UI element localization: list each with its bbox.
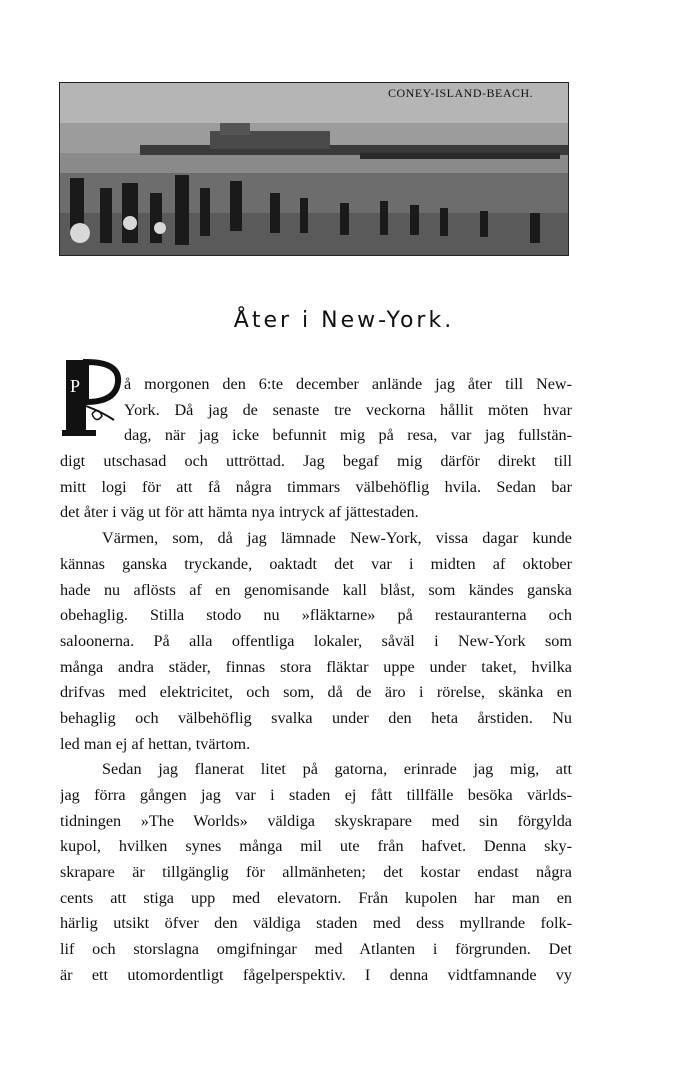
text-line: å morgonen den 6:te december anlände jag åter till New-: [124, 375, 572, 393]
chapter-title: Åter i New-York.: [233, 308, 455, 333]
text-line: kännas ganska tryckande, oaktadt det var i midten af oktober: [60, 554, 572, 573]
text-line: är ett utomordentligt fågelperspektiv. I denna vidtfamnande vy: [60, 965, 572, 984]
body-text: [60, 372, 572, 989]
text-line: Värmen, som, då jag lämnade New-York, vissa dagar kunde: [102, 529, 572, 548]
text-line: digt utschasad och uttröttad. Jag begaf mig därför direkt till: [60, 452, 572, 471]
text-line: dag, när jag icke befunnit mig på resa, var jag fullstän-: [124, 426, 572, 445]
text-line: hade nu aflösts af en genomisande kall blåst, som kändes ganska: [60, 580, 572, 599]
text-line: behaglig och välbehöflig svalka under den heta årstiden. Nu: [60, 708, 572, 727]
text-line: obehaglig. Stilla stodo nu »fläktarne» på restauranterna och: [60, 606, 572, 625]
text-line: mitt logi för att få några timmars välbehöflig hvila. Sedan bar: [60, 477, 572, 496]
dropcap-letter: P: [70, 376, 81, 396]
text-line: jag förra gången jag var i staden ej fått tillfälle besöka världs-: [60, 786, 572, 804]
text-line: led man ej af hettan, tvärtom.: [60, 734, 251, 753]
text-line: drifvas med elektricitet, och som, då de äro i rörelse, skänka en: [60, 683, 572, 702]
text-line: lif och storslagna omgifningar med Atlanten i förgrunden. Det: [60, 940, 572, 959]
text-line: skrapare är tillgänglig för allmänheten; det kostar endast några: [60, 863, 572, 882]
text-line: saloonerna. På alla offentliga lokaler, såväl i New-York som: [60, 631, 572, 650]
text-line: många andra städer, finnas stora fläktar uppe under taket, hvilka: [60, 657, 572, 676]
text-line: cents att stiga upp med elevatorn. Från kupolen har man en: [60, 888, 572, 907]
beach-illustration: [59, 82, 569, 256]
text-line: tidningen »The Worlds» väldiga skyskrapare med sin förgylda: [60, 811, 572, 830]
text-line: kupol, hvilken synes många mil ute från hafvet. Denna sky-: [60, 837, 572, 856]
illustration-caption: CONEY-ISLAND-BEACH.: [388, 86, 534, 100]
text-line: Sedan jag flanerat litet på gatorna, erinrade jag mig, att: [102, 760, 572, 779]
text-line: det åter i väg ut för att hämta nya intryck af jättestaden.: [60, 503, 419, 522]
beach-engraving-image: [60, 83, 568, 255]
text-line: härlig utsikt öfver den väldiga staden med dess myllrande folk-: [60, 914, 572, 933]
text-line: York. Då jag de senaste tre veckorna hållit möten hvar: [124, 400, 572, 419]
